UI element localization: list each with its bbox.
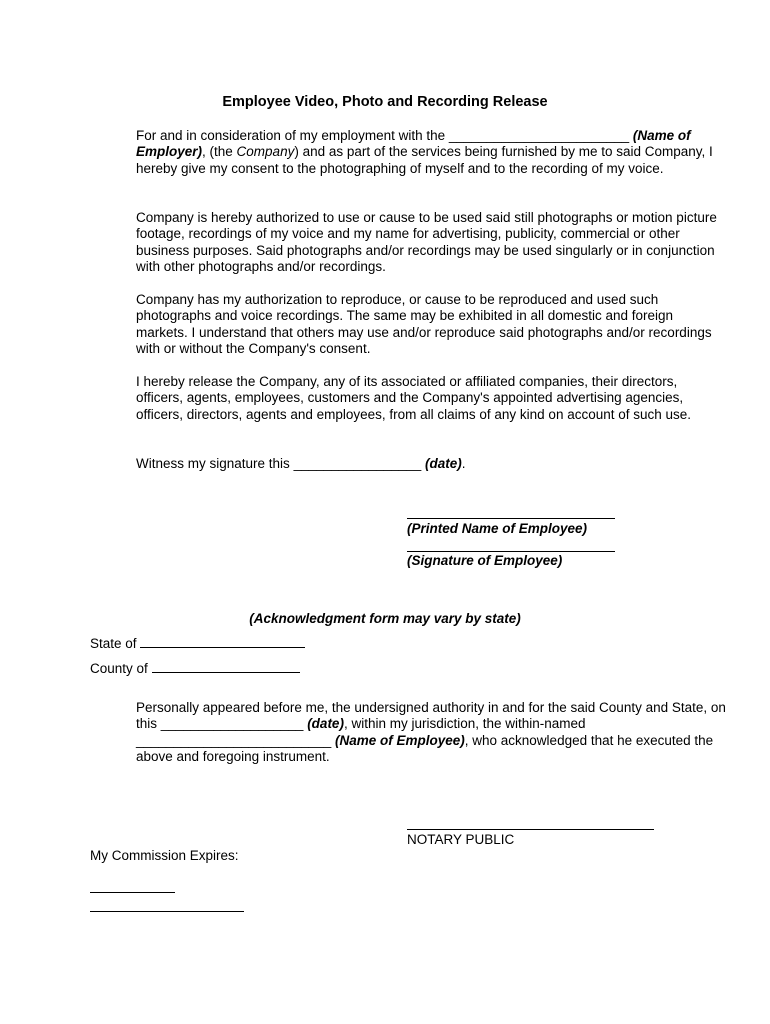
notary-lead: Personally appeared before me, the undersigned authority in and for the said County and State, on this <box>136 700 726 732</box>
notary-name-blank: __________________________ <box>136 732 332 748</box>
printed-name-line[interactable] <box>407 518 615 519</box>
signature-label: (Signature of Employee) <box>407 553 563 568</box>
state-field[interactable] <box>140 635 305 648</box>
commission-extra-line[interactable] <box>90 911 244 912</box>
witness-lead: Witness my signature this <box>136 456 294 471</box>
witness-date-label: (date) <box>424 456 462 471</box>
document-page <box>90 0 726 1024</box>
county-label: County of <box>90 661 152 676</box>
authorization-paragraph: Company is hereby authorized to use or cause to be used said still photographs or motion picture footage, recordings of my voice and my name for advertising, publicity, commercial or other business purposes. Said photographs and/or recordings may be used singularly or in conjunction with other photographs and/or recordings. <box>136 210 717 275</box>
notary-mid: , within my jurisdiction, the within-named <box>343 716 586 732</box>
reproduction-paragraph: Company has my authorization to reproduce, or cause to be reproduced and used such photographs and voice recordings. The same may be exhibited in all domestic and foreign markets. I understand that others may use and/or reproduce said photographs and/or recordings with or without the Company's consent. <box>136 292 712 357</box>
employer-blank: ________________________ <box>448 128 630 143</box>
consent-lead: For and in consideration of my employment with the <box>136 128 449 143</box>
printed-name-label: (Printed Name of Employee) <box>407 521 588 536</box>
notary-date-blank: ___________________ <box>160 716 304 732</box>
consent-after-employer: , (the <box>202 144 237 160</box>
acknowledgment-note: (Acknowledgment form may vary by state) <box>249 611 521 626</box>
witness-line <box>90 456 726 472</box>
notary-signature-line[interactable] <box>407 829 654 830</box>
employer-label: (Name of Employer) <box>136 128 691 160</box>
signature-line[interactable] <box>407 551 615 552</box>
release-paragraph: I hereby release the Company, any of its associated or affiliated companies, their directors, officers, agents, employees, customers and the Company's appointed advertising agencies, officers, directors, agents and employees, from all claims of any kind on account of such use. <box>136 374 692 422</box>
notary-name-label: (Name of Employee) <box>334 732 465 748</box>
state-row <box>90 635 305 651</box>
consent-paragraph <box>90 128 726 177</box>
notary-public-label: NOTARY PUBLIC <box>407 832 515 847</box>
notary-end: , who acknowledged that he executed the above and foregoing instrument. <box>136 732 714 765</box>
county-row <box>90 660 300 676</box>
witness-end: . <box>461 456 466 471</box>
state-label: State of <box>90 636 141 651</box>
commission-date-line[interactable] <box>90 892 175 893</box>
consent-rest: ) and as part of the services being furnished by me to said Company, I hereby give my consent to the photographing of myself and to the recording of my voice. <box>136 144 713 176</box>
company-word: Company <box>236 144 295 160</box>
commission-expires-label: My Commission Expires: <box>90 848 239 863</box>
witness-date-blank: _________________ <box>293 456 422 471</box>
document-title: Employee Video, Photo and Recording Release <box>222 94 548 110</box>
notary-paragraph <box>90 700 726 766</box>
notary-date-label: (date) <box>307 716 344 732</box>
county-field[interactable] <box>152 660 300 673</box>
